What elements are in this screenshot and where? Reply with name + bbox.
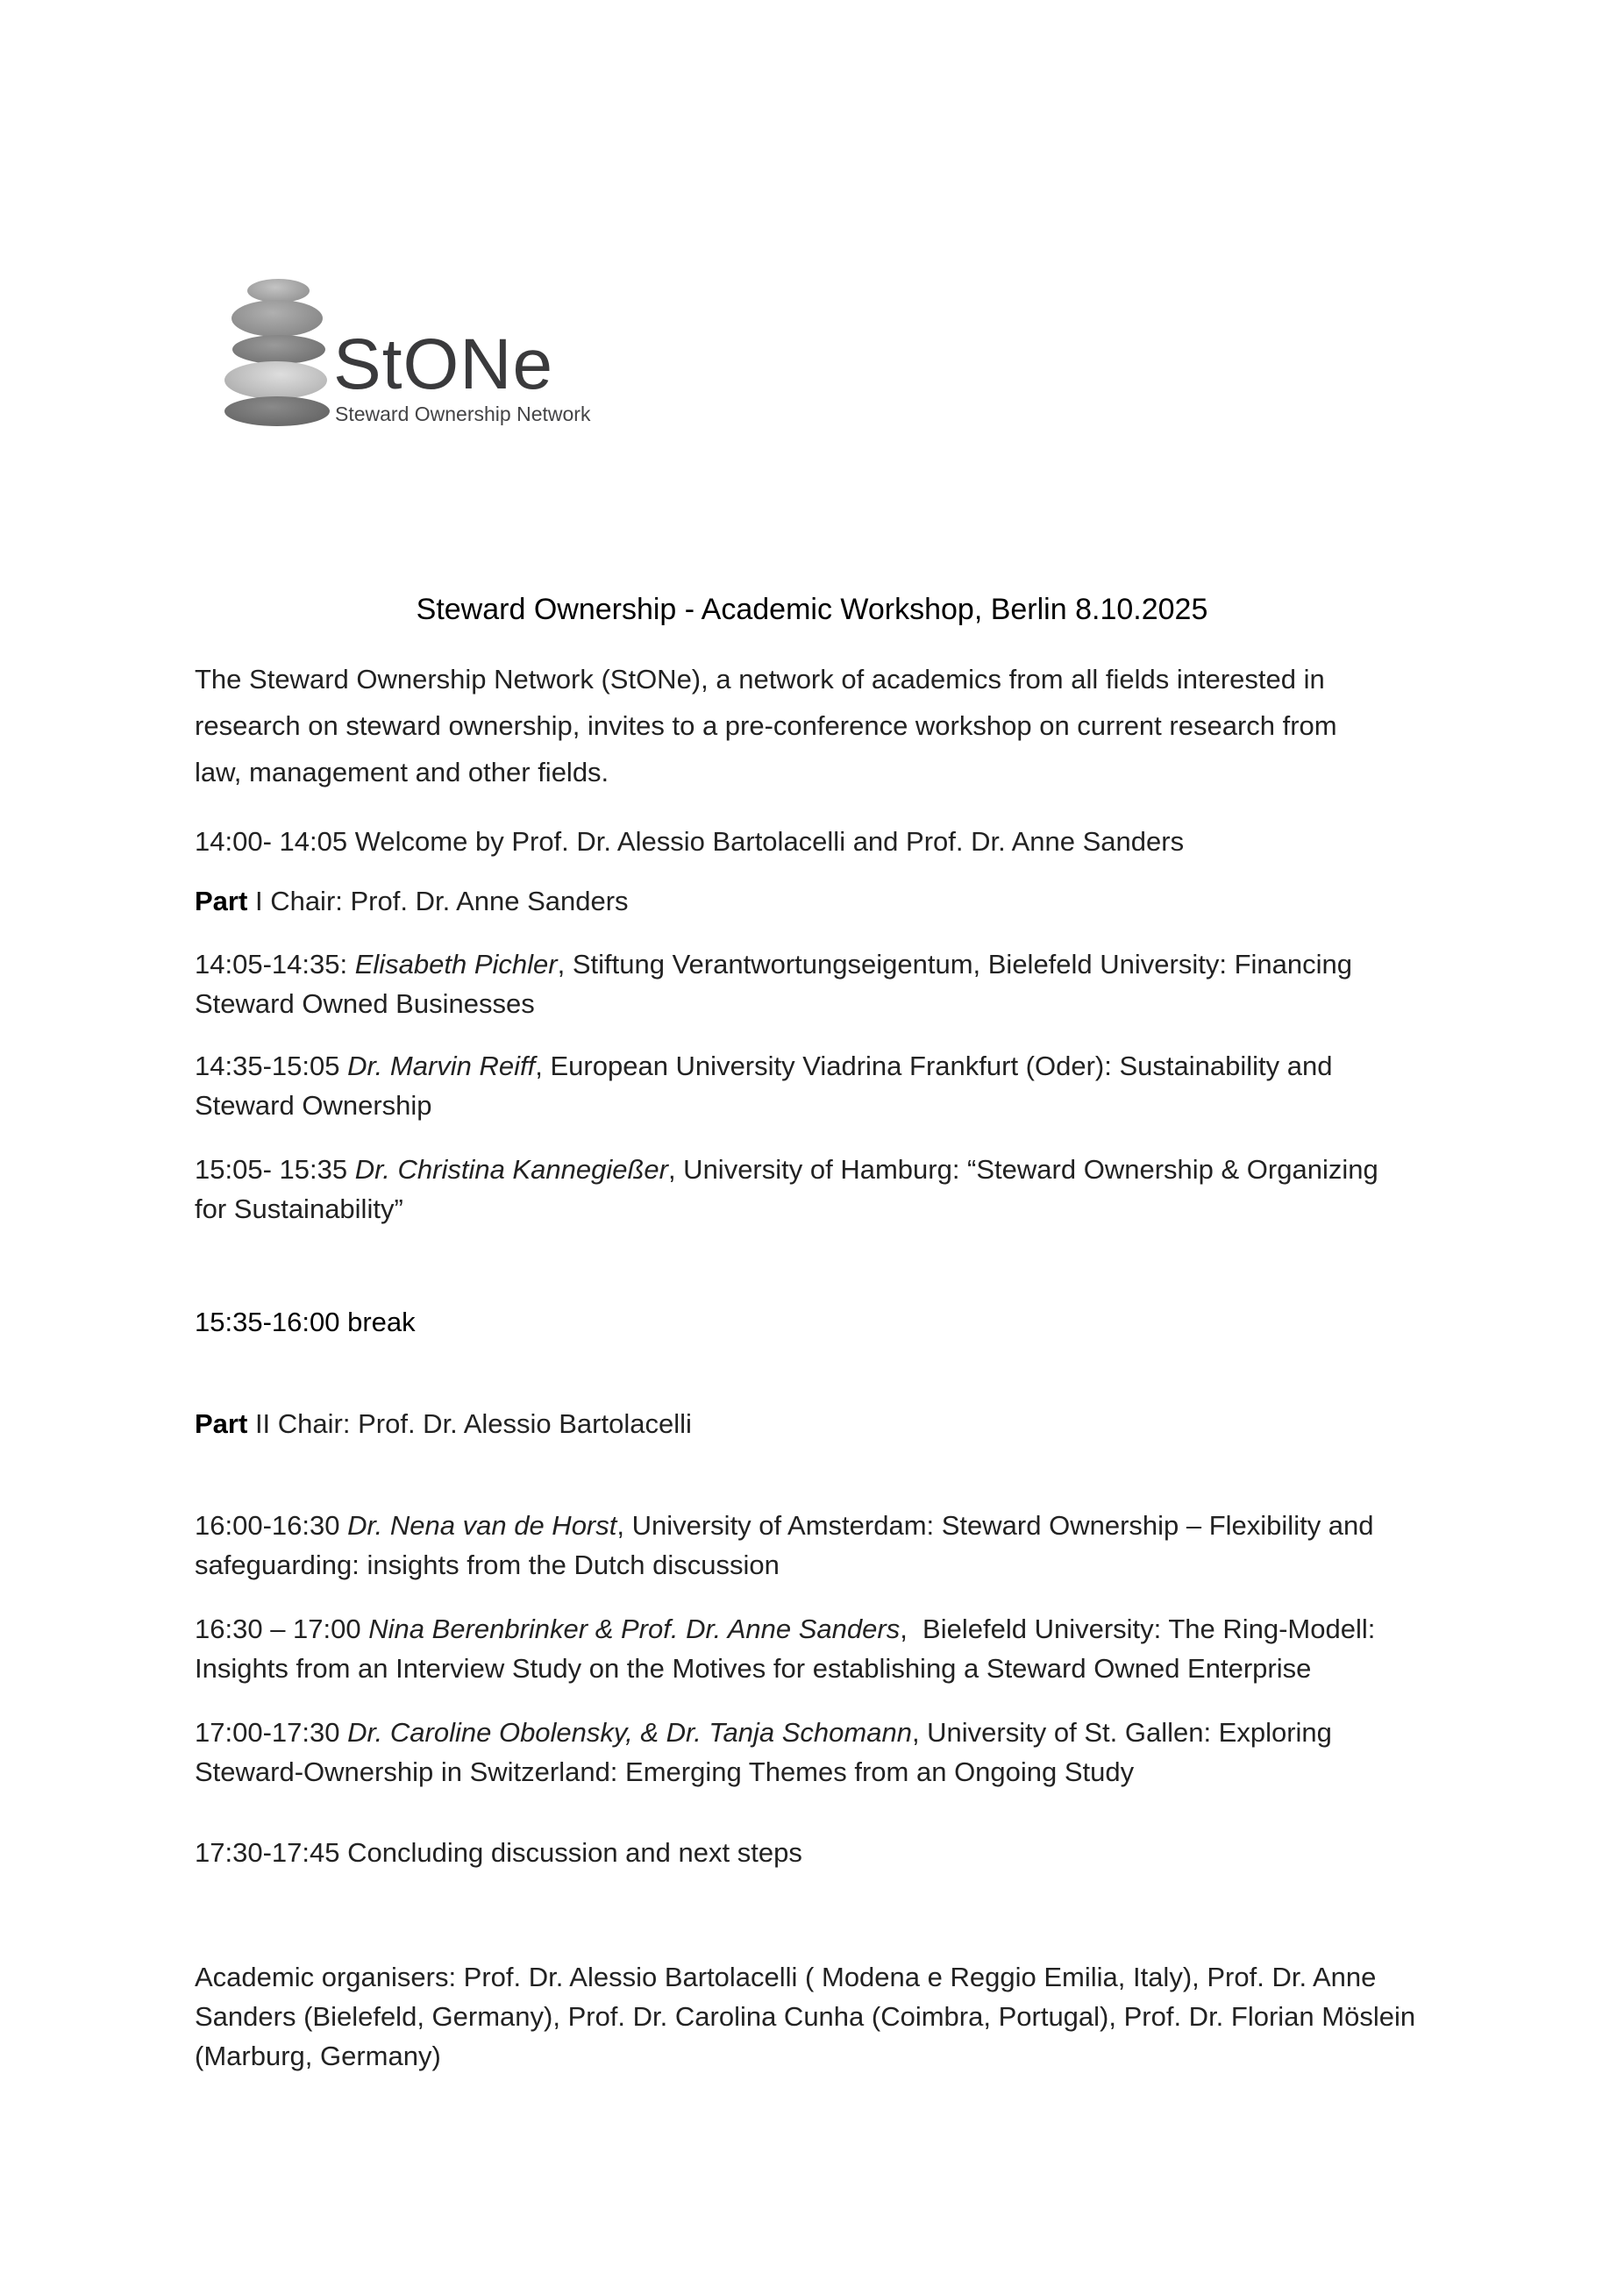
intro-line: The Steward Ownership Network (StONe), a network of academics from all fields interested in xyxy=(195,664,1325,695)
logo-subtitle: Steward Ownership Network xyxy=(335,403,591,425)
stone-icon-2 xyxy=(231,300,323,337)
schedule-item-talk xyxy=(195,1046,1457,1125)
talk-details-cont: safeguarding: insights from the Dutch discussion xyxy=(195,1550,780,1580)
intro-paragraph xyxy=(195,656,1440,795)
talk-details-cont: Steward Owned Businesses xyxy=(195,988,535,1019)
time-slot: 16:00-16:30 xyxy=(195,1510,340,1541)
schedule-item-talk xyxy=(195,944,1457,1023)
organisers-line: (Marburg, Germany) xyxy=(195,2041,441,2071)
page-title: Steward Ownership - Academic Workshop, Berlin 8.10.2025 xyxy=(416,593,1208,626)
time-slot: 14:00- 14:05 xyxy=(195,826,348,857)
talk-details: , University of Hamburg: “Steward Ownership & Organizing xyxy=(667,1154,1378,1185)
talk-details-cont: Insights from an Interview Study on the Motives for establishing a Steward Owned Enterprise xyxy=(195,1653,1312,1684)
stone-icon-5 xyxy=(224,396,330,426)
talk-details: , Bielefeld University: The Ring-Modell: xyxy=(900,1614,1376,1644)
speaker-name: Dr. Caroline Obolensky, & Dr. Tanja Schomann xyxy=(347,1717,912,1748)
time-slot: 14:35-15:05 xyxy=(195,1051,340,1081)
organisers-line: Academic organisers: Prof. Dr. Alessio Bartolacelli ( Modena e Reggio Emilia, Italy), Prof. Dr. Anne xyxy=(195,1962,1377,1992)
schedule-item-break xyxy=(195,1302,1457,1342)
talk-details: , European University Viadrina Frankfurt (Oder): Sustainability and xyxy=(535,1051,1333,1081)
talk-details-cont: Steward Ownership xyxy=(195,1090,432,1121)
speaker-name: Dr. Nena van de Horst xyxy=(347,1510,617,1541)
schedule-item-talk xyxy=(195,1713,1457,1792)
part-2-heading xyxy=(195,1404,1457,1443)
talk-details-cont: for Sustainability” xyxy=(195,1193,403,1224)
stone-icon-1 xyxy=(247,279,310,303)
part-chair: Chair: Prof. Dr. Alessio Bartolacelli xyxy=(277,1408,692,1439)
schedule-item-closing xyxy=(195,1833,1457,1872)
organisers-paragraph xyxy=(195,1957,1457,2076)
time-slot: 16:30 – 17:00 xyxy=(195,1614,361,1644)
schedule-item-talk xyxy=(195,1609,1457,1688)
part-1-heading xyxy=(195,881,1457,921)
part-label: Part xyxy=(195,1408,248,1439)
part-numeral: I xyxy=(254,886,263,916)
speaker-name: Nina Berenbrinker & Prof. Dr. Anne Sanders xyxy=(368,1614,901,1644)
talk-details: , Stiftung Verantwortungseigentum, Bielefeld University: Financing xyxy=(557,949,1352,980)
schedule-item-welcome xyxy=(195,822,1457,861)
speaker-name: Elisabeth Pichler xyxy=(354,949,558,980)
organisers-line: Sanders (Bielefeld, Germany), Prof. Dr. Carolina Cunha (Coimbra, Portugal), Prof. Dr. Florian Möslein xyxy=(195,2001,1416,2032)
item-text: Concluding discussion and next steps xyxy=(347,1837,802,1868)
time-slot: 17:30-17:45 xyxy=(195,1837,340,1868)
time-slot: 17:00-17:30 xyxy=(195,1717,340,1748)
talk-details-cont: Steward-Ownership in Switzerland: Emerging Themes from an Ongoing Study xyxy=(195,1756,1135,1787)
stone-icon-4 xyxy=(224,361,327,399)
item-text: Welcome by Prof. Dr. Alessio Bartolacelli and Prof. Dr. Anne Sanders xyxy=(354,826,1185,857)
part-label: Part xyxy=(195,886,248,916)
time-slot: 15:05- 15:35 xyxy=(195,1154,348,1185)
logo-wordmark: StONe xyxy=(333,324,554,404)
break-text: 15:35-16:00 break xyxy=(195,1307,416,1337)
talk-details: , University of St. Gallen: Exploring xyxy=(911,1717,1332,1748)
speaker-name: Dr. Christina Kannegießer xyxy=(354,1154,668,1185)
intro-line: law, management and other fields. xyxy=(195,757,609,787)
part-chair: Chair: Prof. Dr. Anne Sanders xyxy=(270,886,629,916)
talk-details: , University of Amsterdam: Steward Ownership – Flexibility and xyxy=(616,1510,1374,1541)
part-numeral: II xyxy=(254,1408,271,1439)
schedule-item-talk xyxy=(195,1150,1457,1229)
speaker-name: Dr. Marvin Reiff xyxy=(347,1051,536,1081)
time-slot: 14:05-14:35: xyxy=(195,949,348,980)
schedule-item-talk xyxy=(195,1506,1457,1585)
intro-line: research on steward ownership, invites to a pre-conference workshop on current research from xyxy=(195,710,1337,741)
stone-icon-3 xyxy=(232,335,325,364)
